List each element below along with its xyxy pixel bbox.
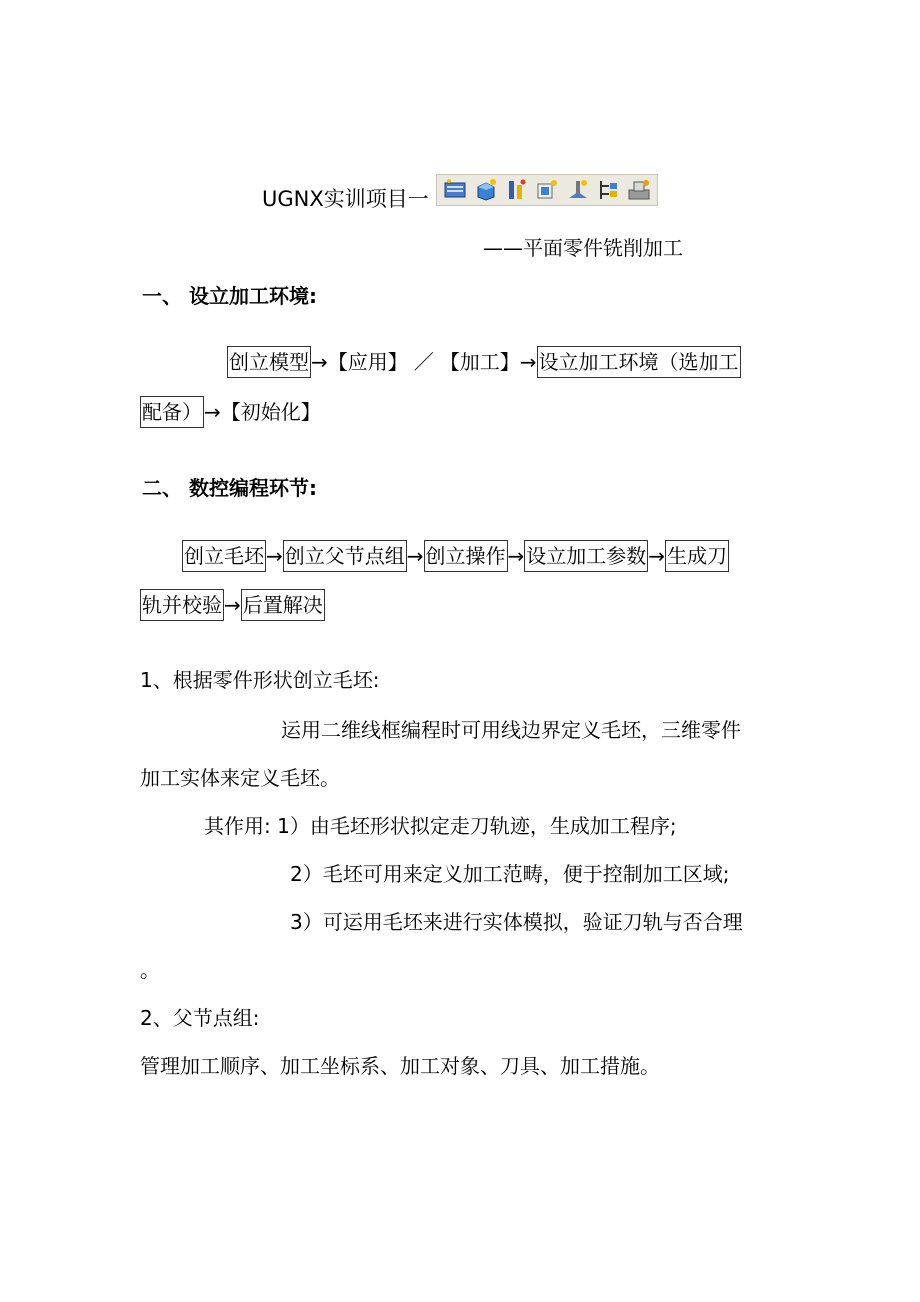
item1-title: 1、根据零件形状创立毛坯:	[140, 668, 380, 692]
setup-environment-box-cont: 配备）	[140, 396, 204, 428]
section1-flow-line2	[140, 396, 321, 428]
section2-flow-line2	[140, 589, 325, 621]
flow-arrow: →	[204, 400, 221, 424]
section2-heading: 二、 数控编程环节:	[142, 476, 317, 500]
flow-arrow: →	[406, 544, 424, 568]
create-model-box: 创立模型	[227, 346, 311, 378]
item1-effect3: 3）可运用毛坯来进行实体模拟，验证刀轨与否合理	[290, 910, 743, 934]
flow-arrow: →	[507, 544, 525, 568]
create-blank-box: 创立毛坯	[182, 540, 266, 572]
create-parent-group-box: 创立父节点组	[283, 540, 407, 572]
slash-separator: ／	[413, 350, 434, 374]
create-program-icon	[443, 178, 467, 202]
apply-bracket: 【应用】	[327, 350, 408, 374]
setup-environment-box: 设立加工环境（选加工	[537, 346, 741, 378]
item1-effect2: 2）毛坯可用来定义加工范畴，便于控制加工区域;	[290, 862, 730, 886]
item1-effect1: 其作用: 1）由毛坯形状拟定走刀轨迹，生成加工程序;	[204, 814, 677, 838]
page-title: UGNX实训项目一	[262, 187, 429, 211]
create-tool-icon	[474, 178, 498, 202]
section1-heading: 一、 设立加工环境:	[142, 284, 317, 308]
item1-paragraph-line2: 加工实体来定义毛坯。	[140, 766, 340, 790]
machine-tool-view-icon	[627, 178, 651, 202]
program-order-view-icon	[596, 178, 620, 202]
item1-effect3-end: 。	[140, 958, 160, 982]
flow-arrow: →	[519, 350, 537, 374]
item1-paragraph-line1: 运用二维线框编程时可用线边界定义毛坯，三维零件	[281, 718, 741, 742]
flow-arrow: →	[311, 350, 328, 374]
create-geometry-icon	[504, 178, 528, 202]
machining-bracket: 【加工】	[439, 350, 520, 374]
section1-flow-line1	[227, 346, 741, 378]
create-operation-icon	[566, 178, 590, 202]
set-parameters-box: 设立加工参数	[524, 540, 648, 572]
flow-arrow: →	[648, 544, 666, 568]
flow-arrow: →	[266, 544, 283, 568]
flow-arrow: →	[224, 593, 241, 617]
ug-toolbar	[436, 174, 658, 206]
create-method-icon	[535, 178, 559, 202]
page-subtitle: ——平面零件铣削加工	[483, 236, 683, 260]
generate-toolpath-box: 生成刀	[665, 540, 729, 572]
initialize-bracket: 【初始化】	[220, 400, 321, 424]
generate-toolpath-box-cont: 轨并校验	[140, 589, 224, 621]
section2-flow-line1	[182, 540, 729, 572]
create-operation-box: 创立操作	[424, 540, 508, 572]
item2-title: 2、父节点组:	[140, 1006, 260, 1030]
item2-text: 管理加工顺序、加工坐标系、加工对象、刀具、加工措施。	[140, 1054, 660, 1078]
post-process-box: 后置解决	[241, 589, 325, 621]
